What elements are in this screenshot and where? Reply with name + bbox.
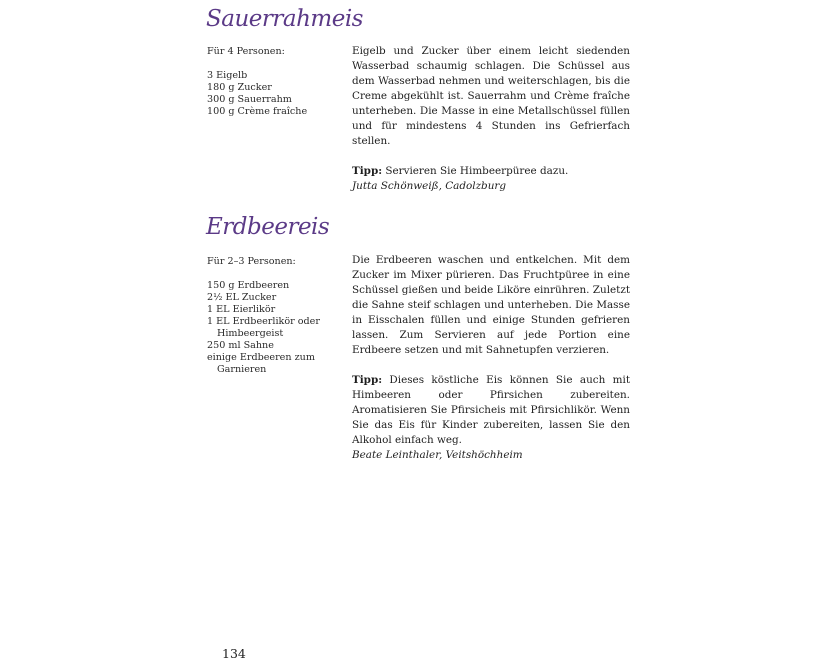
recipe-author: Beate Leinthaler, Veitshöchheim	[352, 449, 523, 461]
servings-label: Für 2–3 Personen:	[207, 256, 296, 267]
servings-label: Für 4 Personen:	[207, 46, 285, 57]
ingredient-item: 180 g Zucker	[207, 82, 272, 93]
ingredient-item: 1 EL Erdbeerlikör oder	[207, 316, 320, 327]
recipe-title-sauerrahmeis: Sauerrahmeis	[206, 6, 363, 32]
ingredient-item: 100 g Crème fraîche	[207, 106, 308, 117]
ingredient-item: Himbeergeist	[217, 328, 284, 339]
tip-text: Servieren Sie Himbeerpüree dazu.	[382, 165, 569, 177]
ingredients-list-sauerrahmeis	[207, 46, 342, 118]
tip-label: Tipp:	[352, 374, 383, 386]
recipe-title-erdbeereis: Erdbeereis	[206, 214, 330, 240]
ingredient-item: 300 g Sauerrahm	[207, 94, 292, 105]
method-erdbeereis	[352, 253, 630, 463]
ingredient-item: einige Erdbeeren zum	[207, 352, 315, 363]
ingredient-item: 150 g Erdbeeren	[207, 280, 290, 291]
ingredient-item: 1 EL Eierlikör	[207, 304, 276, 315]
method-text: Eigelb und Zucker über einem leicht siedenden Wasserbad schaumig schlagen. Die Schüssel aus dem Wasserbad nehmen und weiterschlagen, bis die Creme abgekühlt ist. Sauerrahm und Crème fraîche unterheben. Die Masse in eine Metallschüssel füllen und für mindestens 4 Stunden ins Gefrierfach stellen.	[352, 45, 630, 147]
method-sauerrahmeis	[352, 44, 630, 194]
recipe-author: Jutta Schönweiß, Cadolzburg	[352, 180, 507, 192]
ingredient-item: 3 Eigelb	[207, 70, 248, 81]
ingredients-list-erdbeereis	[207, 256, 342, 376]
tip-text: Dieses köstliche Eis können Sie auch mit Himbeeren oder Pfirsichen zubereiten. Aromatisieren Sie Pfirsicheis mit Pfirsichlikör. Wenn Sie das Eis für Kinder zubereiten, lassen Sie den Alkohol einfach weg.	[352, 374, 630, 446]
tip	[352, 373, 630, 448]
page-number: 134	[222, 646, 246, 661]
tip-label: Tipp:	[352, 165, 383, 177]
ingredient-item: 2½ EL Zucker	[207, 292, 277, 303]
ingredient-item: Garnieren	[217, 364, 267, 375]
tip	[352, 164, 630, 179]
method-text: Die Erdbeeren waschen und entkelchen. Mit dem Zucker im Mixer pürieren. Das Fruchtpüree in eine Schüssel gießen und beide Liköre einrühren. Zuletzt die Sahne steif schlagen und unterheben. Die Masse in Eisschalen füllen und einige Stunden gefrieren lassen. Zum Servieren auf jede Portion eine Erdbeere setzen und mit Sahnetupfen verzieren.	[352, 254, 630, 356]
ingredient-item: 250 ml Sahne	[207, 340, 274, 351]
